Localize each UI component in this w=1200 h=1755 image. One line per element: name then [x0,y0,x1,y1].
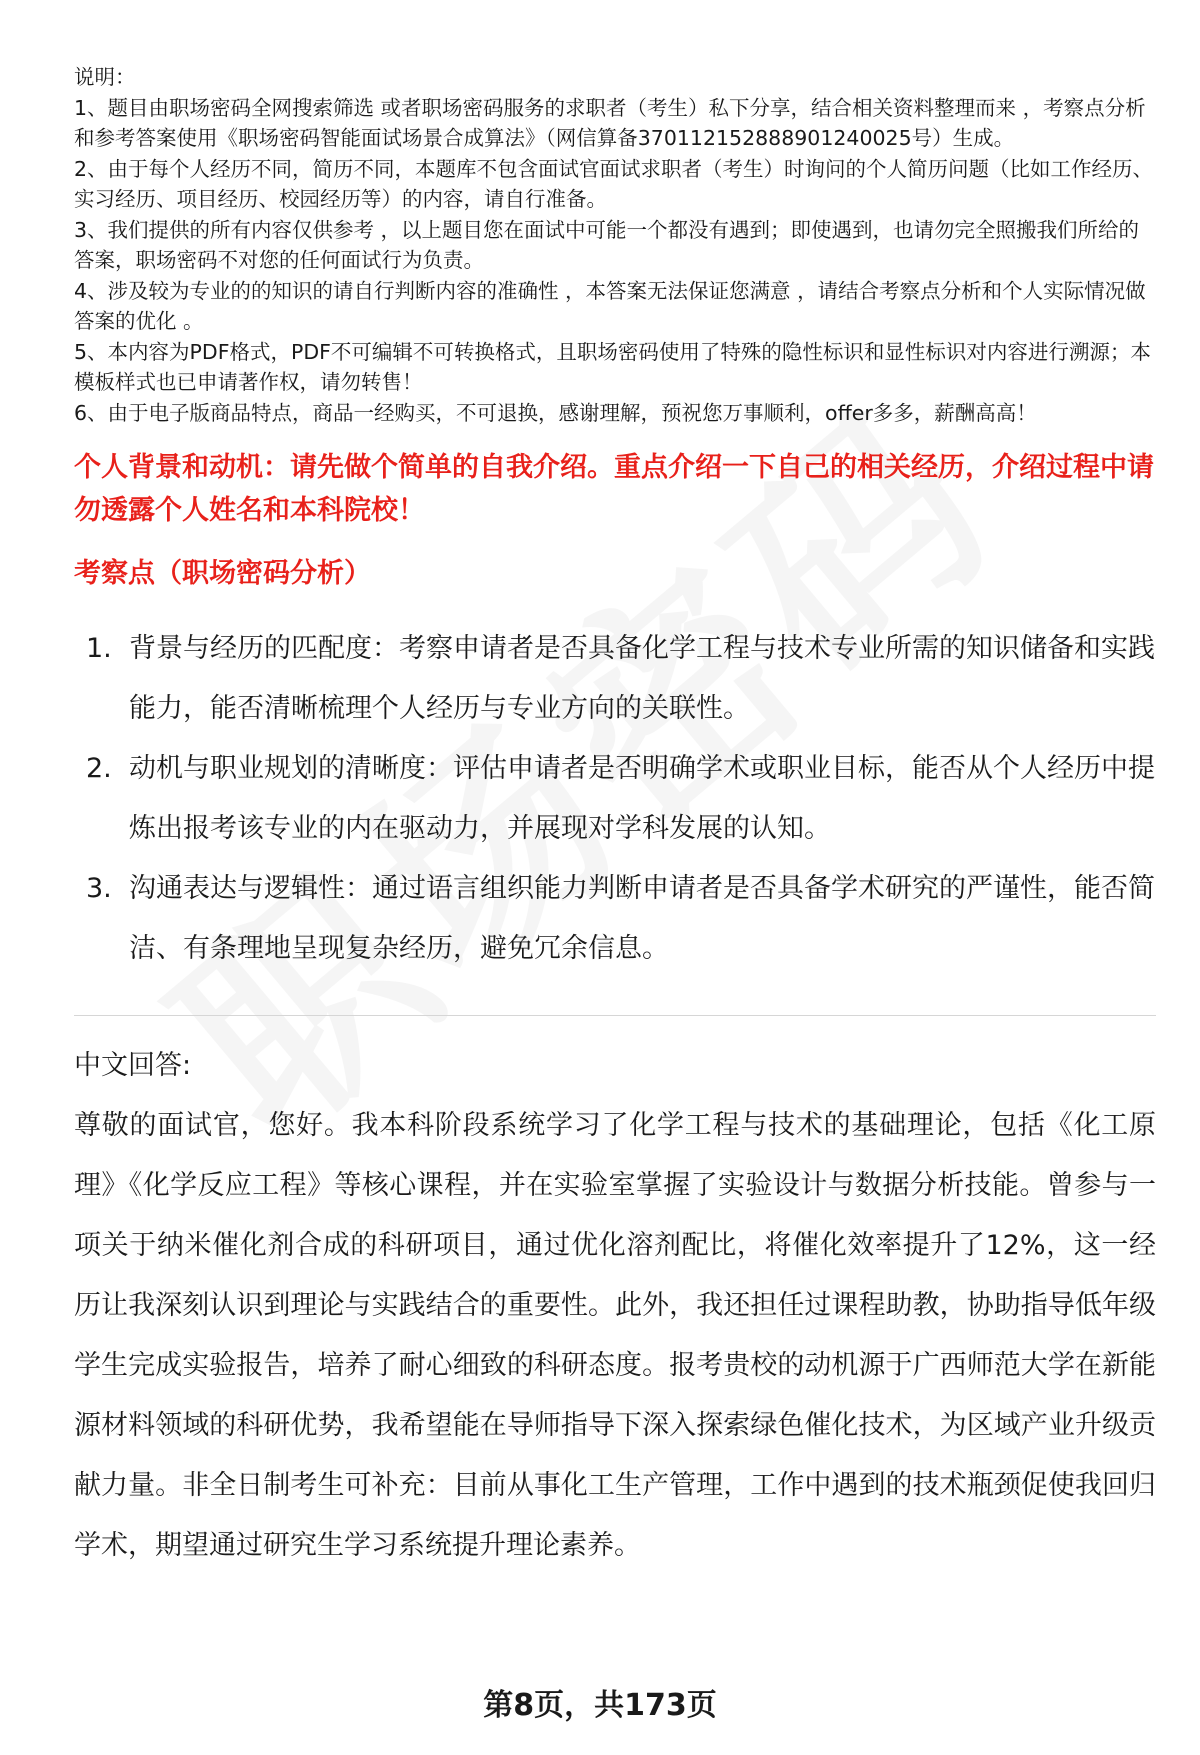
analysis-title: 考察点（职场密码分析） [74,558,371,589]
document-page [74,62,1156,1576]
point-text: 沟通表达与逻辑性：通过语言组织能力判断申请者是否具备学术研究的严谨性，能否简洁、有条理地呈现复杂经历，避免冗余信息。 [129,873,1155,964]
question-heading: 个人背景和动机：请先做个简单的自我介绍。重点介绍一下自己的相关经历，介绍过程中请勿透露个人姓名和本科院校！ [74,452,1154,526]
point-number: 3. [86,873,112,904]
analysis-point [74,619,1156,739]
notes-item: 5、本内容为PDF格式，PDF不可编辑不可转换格式，且职场密码使用了特殊的隐性标识和显性标识对内容进行溯源；本模板样式也已申请著作权，请勿转售！ [74,339,1151,394]
notes-item: 4、涉及较为专业的的知识的请自行判断内容的准确性 ，本答案无法保证您满意 ，请结合考察点分析和个人实际情况做答案的优化 。 [74,278,1146,333]
notes-item: 6、由于电子版商品特点，商品一经购买，不可退换，感谢理解，预祝您万事顺利，offer多多，薪酬高高！ [74,400,1037,425]
notes-item: 2、由于每个人经历不同，简历不同，本题库不包含面试官面试求职者（考生）时询问的个人简历问题（比如工作经历、实习经历、项目经历、校园经历等）的内容，请自行准备。 [74,156,1154,211]
point-text: 背景与经历的匹配度：考察申请者是否具备化学工程与技术专业所需的知识储备和实践能力，能否清晰梳理个人经历与专业方向的关联性。 [129,633,1155,724]
analysis-point [74,859,1156,979]
notes-item: 1、题目由职场密码全网搜索筛选 或者职场密码服务的求职者（考生）私下分享，结合相关资料整理而来 ，考察点分析和参考答案使用《职场密码智能面试场景合成算法》（网信算备370112152888901240025号）生成。 [74,95,1146,150]
page-number: 第8页，共173页 [483,1688,717,1723]
analysis-points [74,619,1156,979]
notes-item: 3、我们提供的所有内容仅供参考 ，以上题目您在面试中可能一个都没有遇到；即使遇到，也请勿完全照搬我们所给的答案，职场密码不对您的任何面试行为负责。 [74,217,1140,272]
answer-label: 中文回答: [74,1050,192,1081]
point-number: 2. [86,753,112,784]
point-text: 动机与职业规划的清晰度：评估申请者是否明确学术或职业目标，能否从个人经历中提炼出报考该专业的内在驱动力，并展现对学科发展的认知。 [129,753,1155,844]
analysis-point [74,739,1156,859]
answer-body: 尊敬的面试官，您好。我本科阶段系统学习了化学工程与技术的基础理论，包括《化工原理》《化学反应工程》等核心课程，并在实验室掌握了实验设计与数据分析技能。曾参与一项关于纳米催化剂合成的科研项目，通过优化溶剂配比，将催化效率提升了12%，这一经历让我深刻认识到理论与实践结合的重要性。此外，我还担任过课程助教，协助指导低年级学生完成实验报告，培养了耐心细致的科研态度。报考贵校的动机源于广西师范大学在新能源材料领域的科研优势，我希望能在导师指导下深入探索绿色催化技术，为区域产业升级贡献力量。非全日制考生可补充：目前从事化工生产管理，工作中遇到的技术瓶颈促使我回归学术，期望通过研究生学习系统提升理论素养。 [74,1110,1156,1561]
notes-section [74,62,1156,428]
notes-heading: 说明： [74,65,136,89]
point-number: 1. [86,633,112,664]
section-divider [74,1015,1156,1016]
